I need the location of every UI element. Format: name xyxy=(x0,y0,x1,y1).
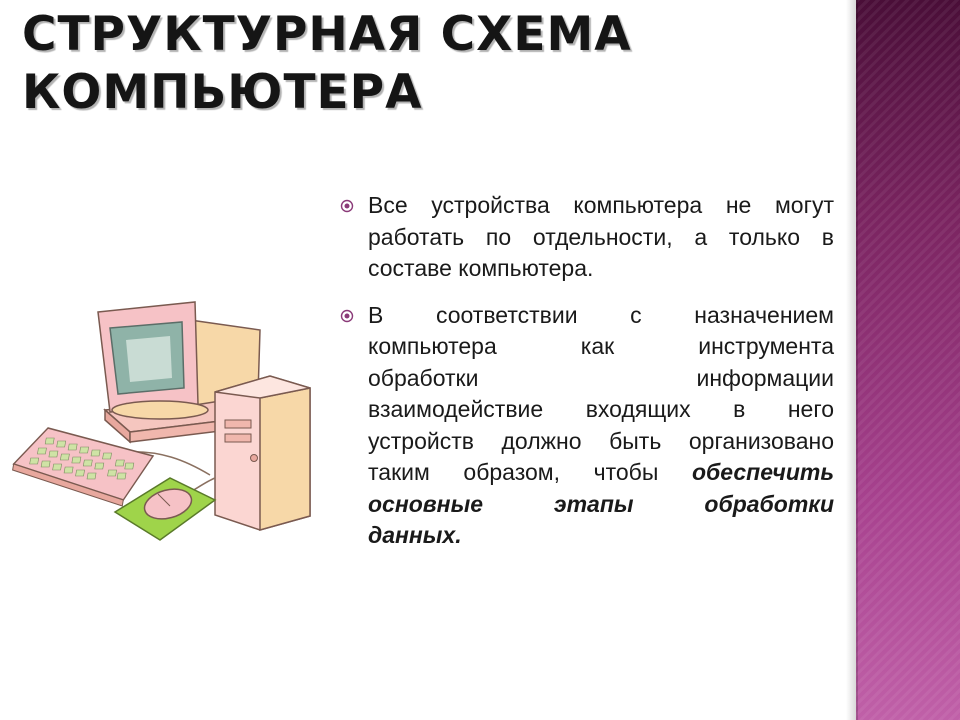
bullet-2-line-1: В соответствии с назначением xyxy=(368,301,834,328)
bullet-1-line-1: Все устройства компьютера не могут xyxy=(368,192,834,218)
bullet-item-1 xyxy=(340,190,834,285)
bullet-list xyxy=(340,190,834,567)
bullet-2-emphasis-start: обеспечить xyxy=(692,459,834,485)
bullet-2-line-2: компьютера как инструмента xyxy=(368,333,834,359)
bullet-2-line-3: обработки информации xyxy=(368,364,834,391)
bullet-1-line-3: составе компьютера. xyxy=(368,255,594,281)
bullet-2-emphasis-line: основные этапы обработки xyxy=(368,490,834,517)
circle-dot-icon xyxy=(340,309,354,323)
bullet-2-line-4: взаимодействие входящих в него xyxy=(368,396,834,422)
slide-title xyxy=(22,6,842,122)
bullet-1-line-2: работать по отдельности, а только в xyxy=(368,223,834,250)
bullet-2-line-6 xyxy=(368,457,834,489)
bullet-2-emphasis-last: данных. xyxy=(368,522,462,548)
bullet-2-line-5: устройств должно быть организовано xyxy=(368,427,834,454)
circle-dot-icon xyxy=(340,199,354,213)
title-line-2: КОМПЬЮТЕРА xyxy=(22,65,423,120)
title-line-1: СТРУКТУРНАЯ СХЕМА xyxy=(22,7,632,62)
decorative-side-band xyxy=(856,0,960,720)
bullet-2-line-6-plain: таким образом, чтобы xyxy=(368,459,692,485)
bullet-item-2 xyxy=(340,300,834,552)
side-band-shadow xyxy=(846,0,858,720)
computer-illustration xyxy=(10,300,340,550)
